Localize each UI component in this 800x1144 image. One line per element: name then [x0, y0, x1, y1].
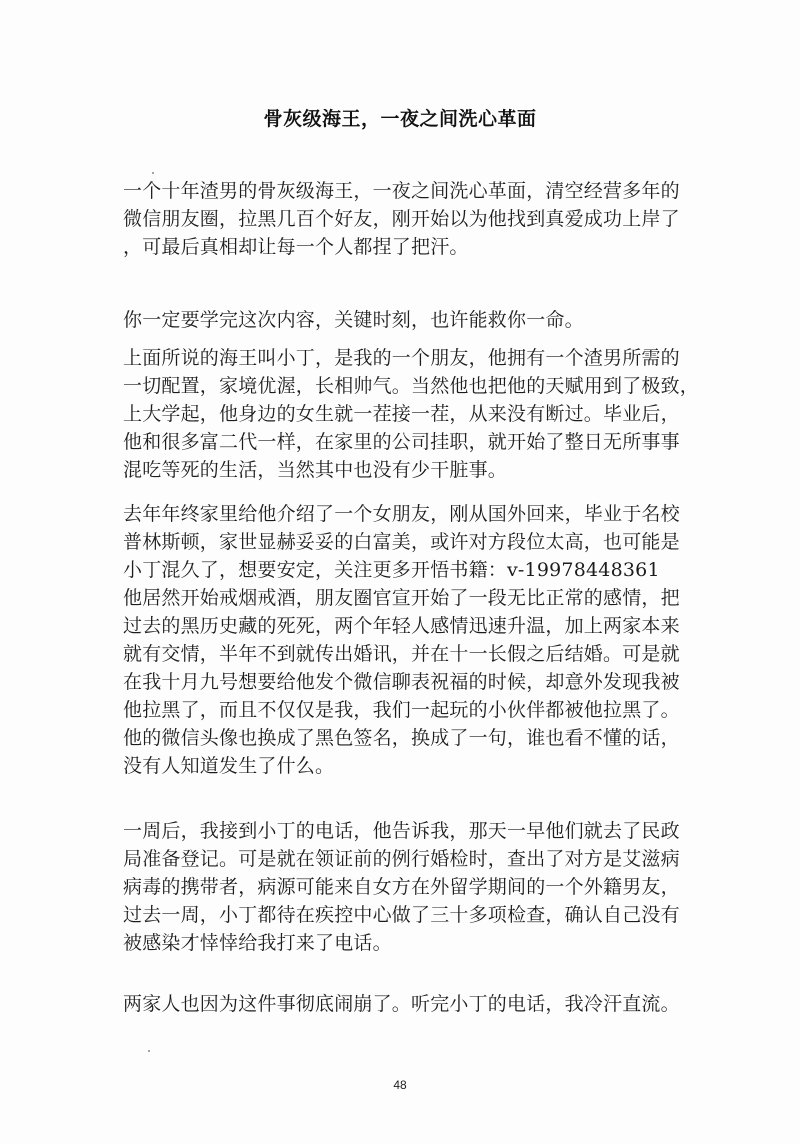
article-title: 骨灰级海王，一夜之间洗心革面 [263, 108, 537, 130]
paragraph-6 [123, 990, 683, 1018]
text-line: 被感染才悻悻给我打来了电话。 [123, 932, 392, 954]
text-line: 去年年终家里给他介绍了一个女朋友，刚从国外回来，毕业于名校 [123, 503, 680, 525]
text-line: 一周后，我接到小丁的电话，他告诉我，那天一早他们就去了民政 [123, 820, 680, 842]
text-line: 上大学起，他身边的女生就一茬接一茬，从来没有断过。毕业后， [123, 403, 680, 425]
page-number: 48 [393, 1078, 407, 1092]
text-line: 他的微信头像也换成了黑色签名，换成了一句，谁也看不懂的话， [123, 727, 680, 749]
text-line: 他和很多富二代一样，在家里的公司挂职，就开始了整日无所事事 [123, 431, 680, 453]
text-line: 一切配置，家境优渥，长相帅气。当然他也把他的天赋用到了极致， [123, 375, 700, 397]
paragraph-5 [123, 817, 683, 957]
text-line: 微信朋友圈，拉黑几百个好友，刚开始以为他找到真爱成功上岸了 [123, 208, 680, 230]
text-line: 他居然开始戒烟戒酒，朋友圈官宣开始了一段无比正常的感情，把 [123, 587, 680, 609]
text-line: 就有交情，半年不到就传出婚讯，并在十一长假之后结婚。可是就 [123, 643, 680, 665]
text-line: 在我十月九号想要给他发个微信聊表祝福的时候，却意外发现我被 [123, 671, 680, 693]
paragraph-2 [123, 306, 683, 334]
paragraph-1 [123, 177, 683, 261]
text-line: 过去的黑历史藏的死死，两个年轻人感情迅速升温，加上两家本来 [123, 615, 680, 637]
text-line: 他拉黑了，而且不仅仅是我，我们一起玩的小伙伴都被他拉黑了。 [123, 699, 680, 721]
text-line: 你一定要学完这次内容，关键时刻，也许能救你一命。 [123, 309, 584, 331]
text-line: 上面所说的海王叫小丁，是我的一个朋友，他拥有一个渣男所需的 [123, 347, 680, 369]
text-line: 普林斯顿，家世显赫妥妥的白富美，或许对方段位太高，也可能是 [123, 531, 680, 553]
scan-speck [152, 172, 154, 174]
paragraph-4 [123, 500, 683, 780]
text-line: 过去一周，小丁都待在疾控中心做了三十多项检查，确认自己没有 [123, 904, 680, 926]
text-line: 病毒的携带者，病源可能来自女方在外留学期间的一个外籍男友， [123, 876, 680, 898]
paragraph-3 [123, 344, 700, 484]
text-line: 两家人也因为这件事彻底闹崩了。听完小丁的电话，我冷汗直流。 [123, 993, 680, 1015]
text-line: 局准备登记。可是就在领证前的例行婚检时，查出了对方是艾滋病 [123, 848, 680, 870]
text-line: 小丁混久了，想要安定，关注更多开悟书籍：v-19978448361 [123, 559, 660, 581]
text-line: ，可最后真相却让每一个人都捏了把汗。 [123, 236, 469, 258]
text-line: 一个十年渣男的骨灰级海王，一夜之间洗心革面，清空经营多年的 [123, 180, 680, 202]
scan-speck [148, 1050, 150, 1052]
text-line: 混吃等死的生活，当然其中也没有少干脏事。 [123, 459, 508, 481]
text-line: 没有人知道发生了什么。 [123, 755, 335, 777]
